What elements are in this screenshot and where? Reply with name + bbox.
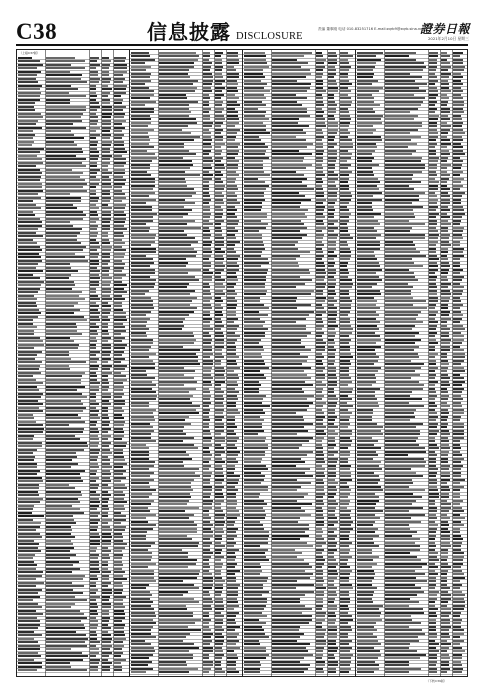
section-title: 信息披露 (147, 20, 231, 44)
section-subtitle: DISCLOSURE (236, 31, 303, 42)
column-divider (101, 50, 102, 676)
column-divider (271, 50, 272, 676)
column-divider (214, 50, 215, 676)
table-column-4 (356, 50, 467, 676)
table-column-1 (17, 50, 130, 676)
editor-contact: 责编 董事刚 电话 010-83251716 E-mail:zqrb9@zqrb.sina.net (318, 27, 424, 31)
column-divider (226, 50, 227, 676)
table-column-2 (130, 50, 243, 676)
column-divider (339, 50, 340, 676)
table-column-3 (243, 50, 356, 676)
issue-date: 2021年2月10日 星期三 (428, 36, 469, 41)
column-divider (202, 50, 203, 676)
header-rule (16, 44, 468, 46)
continuation-note: （上接C37版） (19, 51, 40, 55)
newspaper-logo: 證券日報 (420, 22, 471, 36)
column-divider (113, 50, 114, 676)
masthead (0, 0, 484, 44)
disclosure-table-area (16, 49, 468, 677)
row-divider (356, 674, 467, 675)
column-divider (45, 50, 46, 676)
column-divider (327, 50, 328, 676)
column-divider (89, 50, 90, 676)
column-divider (158, 50, 159, 676)
column-divider (315, 50, 316, 676)
page-number: C38 (16, 19, 58, 44)
